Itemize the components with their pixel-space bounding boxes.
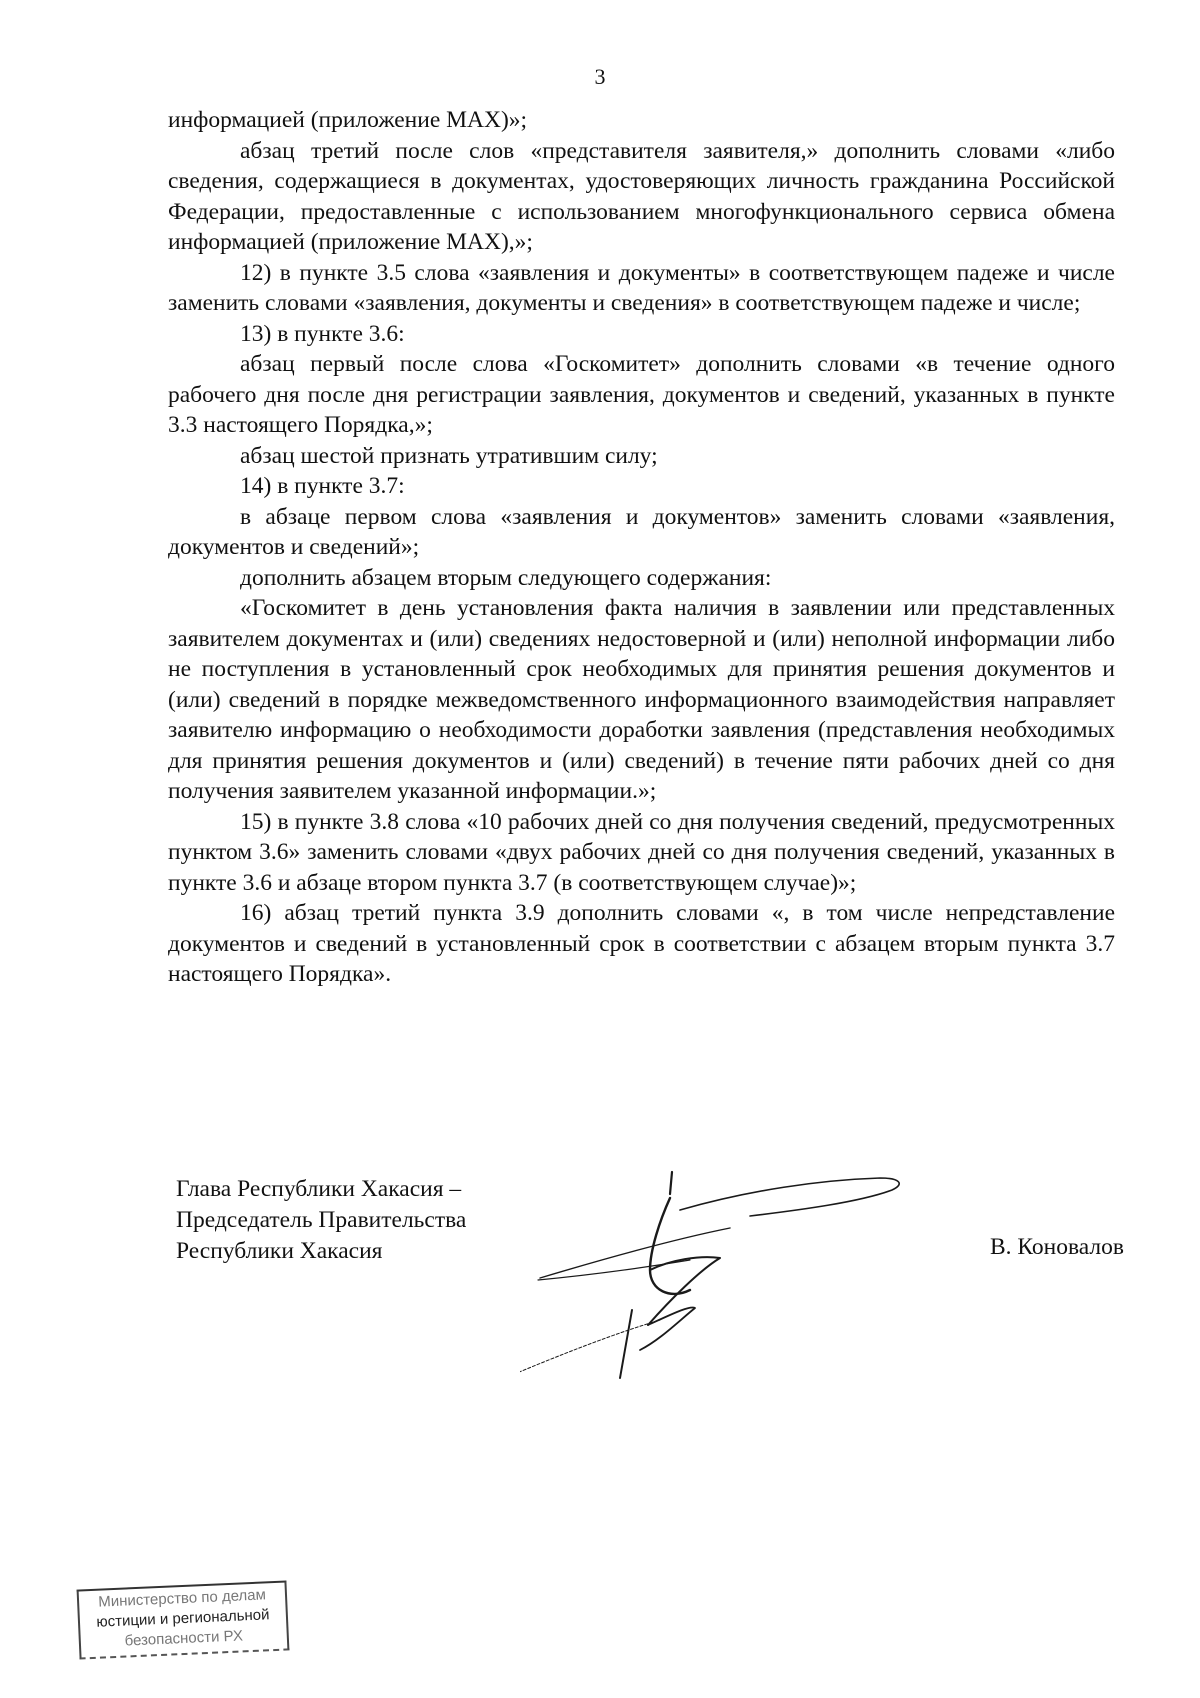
- paragraph: дополнить абзацем вторым следующего содержания:: [240, 564, 772, 591]
- signatory-position-line: Глава Республики Хакасия –: [176, 1176, 462, 1202]
- paragraph: 13) в пункте 3.6:: [240, 320, 405, 347]
- paragraph: «Госкомитет в день установления факта наличия в заявлении или представленных заявителем документах и (или) сведениях недостоверной и (или) неполной информации либо не поступления в установленный срок необходимых для принятия решения документов и (или) сведений в порядке межведомственного информационного взаимодействия направляет заявителю информацию о необходимости доработки заявления (представления необходимых для принятия решения документов и (или) сведений) в течение пяти рабочих дней со дня получения заявителем указанной информации.»;: [168, 595, 1115, 804]
- stamp-line: безопасности РХ: [124, 1627, 244, 1650]
- paragraph: абзац третий после слов «представителя заявителя,» дополнить словами «либо сведения, содержащиеся в документах, удостоверяющих личность гражданина Российской Федерации, предоставленные с использованием многофункционального сервиса обмена информацией (приложение MAX),»;: [168, 137, 1115, 255]
- signatory-position: [176, 1174, 466, 1267]
- paragraph: 15) в пункте 3.8 слова «10 рабочих дней со дня получения сведений, предусмотренных пунктом 3.6» заменить словами «двух рабочих дней со дня получения сведений, указанных в пункте 3.6 и абзаце втором пункта 3.7 (в соответствующем случае)»;: [168, 808, 1115, 896]
- paragraph: 16) абзац третий пункта 3.9 дополнить словами «, в том числе непредставление документов и сведений в установленный срок в соответствии с абзацем вторым пункта 3.7 настоящего Порядка».: [168, 900, 1115, 987]
- paragraph: абзац первый после слова «Госкомитет» дополнить словами «в течение одного рабочего дня после дня регистрации заявления, документов и сведений, указанных в пункте 3.3 настоящего Порядка,»;: [168, 351, 1115, 438]
- document-body: [168, 105, 1115, 990]
- paragraph: в абзаце первом слова «заявления и документов» заменить словами «заявления, документов и сведений»;: [168, 503, 1115, 560]
- paragraph: 14) в пункте 3.7:: [240, 473, 405, 499]
- signatory-position-line: Республики Хакасия: [176, 1238, 383, 1264]
- handwritten-signature: [520, 1150, 940, 1390]
- paragraph: абзац шестой признать утратившим силу;: [240, 442, 658, 469]
- stamp-line: Министерство по делам: [97, 1586, 267, 1611]
- registration-stamp: [77, 1580, 290, 1659]
- paragraph: информацией (приложение MAX)»;: [168, 107, 528, 133]
- signatory-position-line: Председатель Правительства: [176, 1207, 467, 1233]
- page-number: 3: [594, 64, 606, 89]
- paragraph: 12) в пункте 3.5 слова «заявления и документы» в соответствующем падеже и числе заменить словами «заявления, документы и сведения» в соответствующем падеже и числе;: [168, 259, 1115, 316]
- signatory-name: В. Коновалов: [989, 1234, 1124, 1260]
- stamp-line: юстиции и региональной: [96, 1606, 270, 1631]
